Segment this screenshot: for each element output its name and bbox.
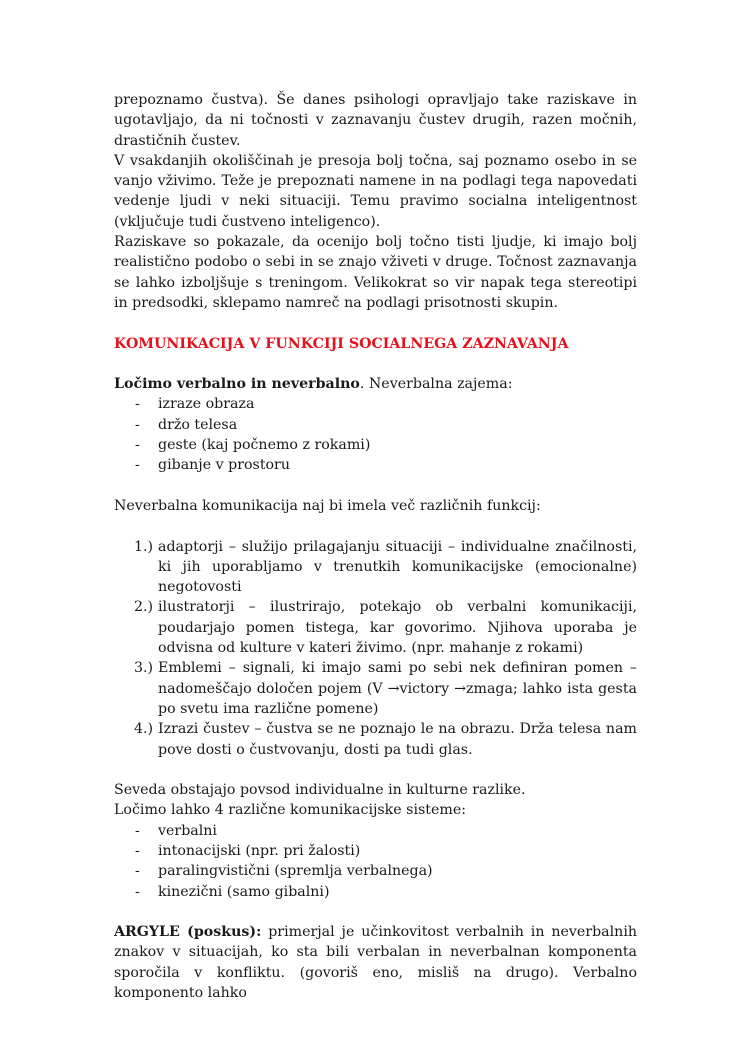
list-item (114, 435, 637, 455)
item-number: 2.) (134, 599, 154, 616)
differences-text: Seveda obstajajo povsod individualne in kulturne razlike. (114, 782, 526, 799)
dash-bullet: - (135, 883, 140, 900)
functions-list (114, 537, 637, 760)
paragraph: V vsakdanjih okoliščinah je presoja bolj točna, saj poznamo osebo in se vanjo vživimo. Teže je prepoznati namene in na podlagi tega napovedati vedenje ljudi v neki situaciji. Temu pravimo socialna inteligentnost (vključuje tudi čustveno inteligenco). (114, 152, 637, 230)
numbered-item (114, 719, 637, 760)
spacer (114, 516, 637, 536)
list-item-text: držo telesa (158, 416, 238, 433)
list-item (114, 882, 637, 902)
list-item-text: paralingvistični (spremlja verbalnega) (158, 863, 433, 880)
list-item (114, 861, 637, 881)
verbal-intro-rest: . Neverbalna zajema: (359, 376, 513, 393)
list-item-text: geste (kaj počnemo z rokami) (158, 437, 371, 454)
item-number: 1.) (134, 538, 154, 555)
list-item-text: kinezični (samo gibalni) (158, 883, 330, 900)
spacer (114, 902, 637, 922)
list-item (114, 415, 637, 435)
item-text: adaptorji – služijo prilagajanju situaciji – individualne značilnosti, ki jih uporabljamo v trenutkih komunikacijske (emocionalne) negotovosti (158, 538, 637, 596)
paragraph: prepoznamo čustva). Še danes psihologi opravljajo take raziskave in ugotavljajo, da ni točnosti v zaznavanju čustev drugih, razen močnih, drastičnih čustev. (114, 92, 637, 149)
paragraph: Raziskave so pokazale, da ocenijo bolj točno tisti ljudje, ki imajo bolj realistično podobo o sebi in se znajo vživeti v druge. Točnost zaznavanja se lahko izboljšuje s treningom. Velikokrat so vir napak tega stereotipi in predsodki, sklepamo namreč na podlagi prisotnosti skupin. (114, 234, 637, 311)
systems-list (114, 821, 637, 902)
verbal-intro (114, 374, 637, 394)
numbered-item (114, 658, 637, 719)
spacer (114, 760, 637, 780)
list-item (114, 821, 637, 841)
dash-bullet: - (135, 437, 140, 454)
verbal-intro-bold: Ločimo verbalno in neverbalno (114, 376, 360, 393)
dash-bullet: - (135, 842, 140, 859)
list-item-text: gibanje v prostoru (158, 457, 290, 474)
argyle-rest: primerjal je učinkovitost verbalnih in neverbalnih znakov v situacijah, ko sta bili verbalan in neverbalnan komponenta sporočila v konfliktu. (govoriš eno, misliš na drugo). Verbalno komponento lahko (114, 924, 637, 1002)
argyle-bold: ARGYLE (poskus): (114, 924, 262, 941)
dash-bullet: - (135, 863, 140, 880)
item-text: Emblemi – signali, ki imajo sami po sebi nek definiran pomen – nadomeščajo določen pojem (V →victory →zmaga; lahko ista gesta po svetu ima različne pomene) (158, 660, 637, 717)
list-item-text: intonacijski (npr. pri žalosti) (158, 842, 361, 859)
systems-intro: Ločimo lahko 4 različne komunikacijske sisteme: (114, 802, 466, 819)
item-number: 3.) (134, 660, 154, 677)
nonverbal-list (114, 394, 637, 475)
list-item-text: izraze obraza (158, 396, 255, 413)
spacer (114, 313, 637, 333)
list-item-text: verbalni (158, 822, 217, 839)
argyle-paragraph (114, 922, 637, 1003)
item-text: Izrazi čustev – čustva se ne poznajo le na obrazu. Drža telesa nam pove dosti o čustvovanju, dosti pa tudi glas. (158, 721, 637, 758)
dash-bullet: - (135, 822, 140, 839)
spacer (114, 476, 637, 496)
spacer (114, 354, 637, 374)
item-text: ilustratorji – ilustrirajo, potekajo ob verbalni komunikaciji, poudarjajo pomen tistega, kar govorimo. Njihova uporaba je odvisna od kulture v kateri živimo. (npr. mahanje z rokami) (158, 599, 637, 657)
list-item (114, 455, 637, 475)
functions-intro: Neverbalna komunikacija naj bi imela več različnih funkcij: (114, 497, 541, 514)
numbered-item (114, 597, 637, 658)
numbered-item (114, 537, 637, 598)
item-number: 4.) (134, 721, 154, 738)
dash-bullet: - (135, 457, 140, 474)
dash-bullet: - (135, 396, 140, 413)
dash-bullet: - (135, 416, 140, 433)
list-item (114, 841, 637, 861)
section-heading: KOMUNIKACIJA V FUNKCIJI SOCIALNEGA ZAZNAVANJA (114, 335, 569, 352)
document-page (114, 90, 637, 1003)
list-item (114, 394, 637, 414)
